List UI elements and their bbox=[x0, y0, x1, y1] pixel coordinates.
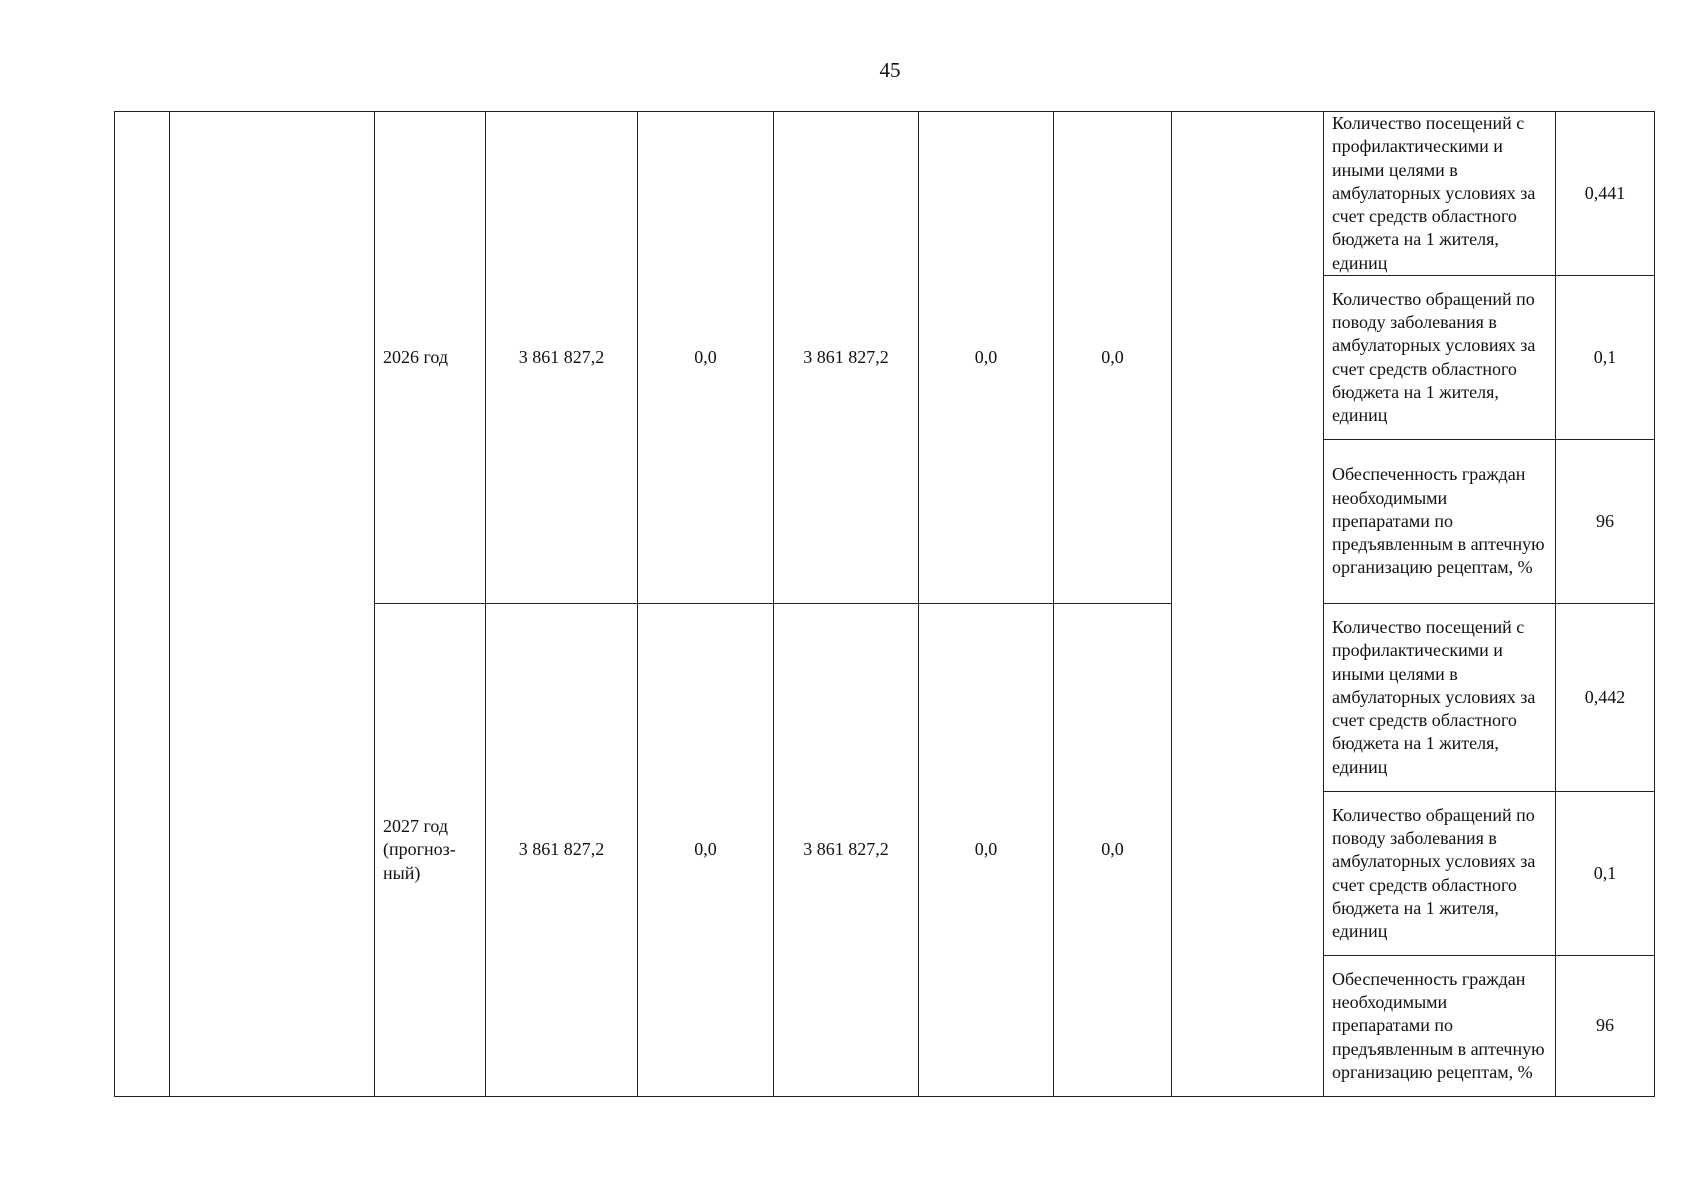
executor-cell bbox=[1172, 112, 1324, 1097]
indicator-value-cell: 0,442 bbox=[1556, 604, 1655, 792]
local-budget-cell: 0,0 bbox=[919, 112, 1054, 604]
indicator-text: Обеспеченность граждан необходимыми препаратами по предъявленным в аптечную организацию рецептам, % bbox=[1332, 968, 1545, 1082]
indicator-text: Количество посещений с профилактическими и иными целями в амбулаторных условиях за счет средств областного бюджета на 1 жителя, единиц bbox=[1332, 113, 1536, 273]
indicator-value-cell: 96 bbox=[1556, 440, 1655, 604]
indicator-text: Количество обращений по поводу заболевания в амбулаторных условиях за счет средств областного бюджета на 1 жителя, единиц bbox=[1332, 288, 1536, 425]
federal-budget-cell: 0,0 bbox=[638, 604, 774, 1097]
indicator-value-cell: 0,1 bbox=[1556, 276, 1655, 440]
regional-budget-cell: 3 861 827,2 bbox=[774, 604, 919, 1097]
regional-budget-cell: 3 861 827,2 bbox=[774, 112, 919, 604]
indicator-value-cell: 96 bbox=[1556, 956, 1655, 1097]
indicator-text: Количество посещений с профилактическими и иными целями в амбулаторных условиях за счет средств областного бюджета на 1 жителя, единиц bbox=[1332, 617, 1536, 777]
page-number: 45 bbox=[879, 58, 901, 82]
indicator-name-cell bbox=[1324, 604, 1556, 792]
year-cell: 2027 год (прогноз-ный) bbox=[375, 604, 486, 1097]
budget-table bbox=[114, 111, 1655, 1097]
event-name-cell bbox=[170, 112, 375, 1097]
other-sources-cell: 0,0 bbox=[1054, 604, 1172, 1097]
federal-budget-cell: 0,0 bbox=[638, 112, 774, 604]
year-cell: 2026 год bbox=[375, 112, 486, 604]
row-number-cell bbox=[115, 112, 170, 1097]
indicator-name-cell bbox=[1324, 112, 1556, 276]
table-row bbox=[115, 112, 1655, 276]
other-sources-cell: 0,0 bbox=[1054, 112, 1172, 604]
local-budget-cell: 0,0 bbox=[919, 604, 1054, 1097]
total-amount-cell: 3 861 827,2 bbox=[486, 112, 638, 604]
indicator-value-cell: 0,1 bbox=[1556, 792, 1655, 956]
indicator-name-cell bbox=[1324, 276, 1556, 440]
indicator-value-cell: 0,441 bbox=[1556, 112, 1655, 276]
indicator-text: Количество обращений по поводу заболевания в амбулаторных условиях за счет средств областного бюджета на 1 жителя, единиц bbox=[1332, 804, 1536, 941]
indicator-text: Обеспеченность граждан необходимыми препаратами по предъявленным в аптечную организацию рецептам, % bbox=[1332, 464, 1545, 578]
total-amount-cell: 3 861 827,2 bbox=[486, 604, 638, 1097]
indicator-name-cell bbox=[1324, 440, 1556, 604]
indicator-name-cell bbox=[1324, 956, 1556, 1097]
indicator-name-cell bbox=[1324, 792, 1556, 956]
